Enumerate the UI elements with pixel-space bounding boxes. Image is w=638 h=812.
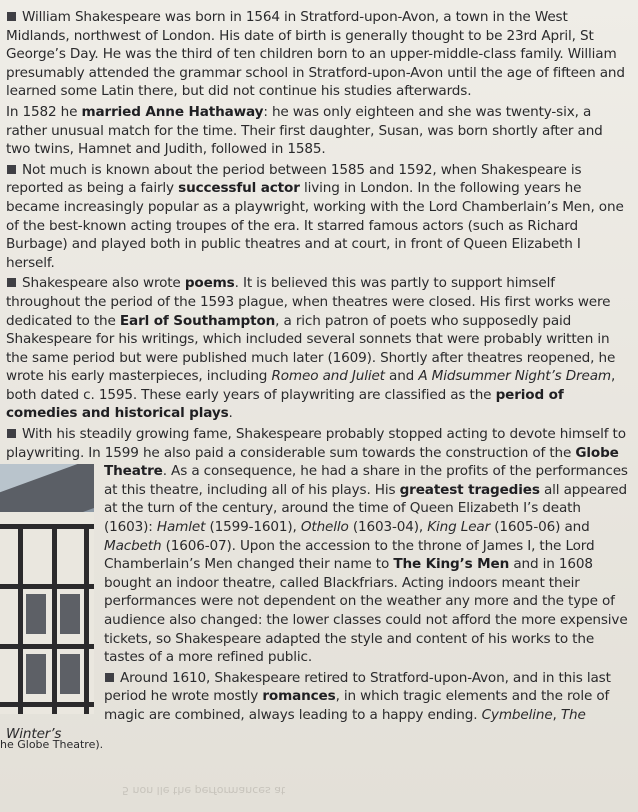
square-bullet-icon (7, 278, 16, 287)
paragraph-globe: With his steadily growing fame, Shakespeare probably stopped acting to devote himself to playwriting. In 1599 he also paid a considerable sum towards the construction of the Globe Theatre. As a consequence, he had a share in the profits of the performances at this theatre, including all of his plays. His greatest tragedies all appeared at the turn of the century, around the time of Queen Elizabeth I’s death (1603): Hamlet (1599-1601), Othello (1603-04), King Lear (1605-06) and Macbeth (1606-07). Upon the accession to the throne of James I, the Lord Chamberlain’s Men changed their name to The King’s Men and in 1608 bought an indoor theatre, called Blackfriars. Acting indoors meant their performances were not dependent on the weather any more and the type of audience also changed: the lower classes could not afford the more expensive tickets, so Shakespeare adapted the style and content of his works to the tastes of a more refined public. (6, 425, 628, 667)
paragraph-poems: Shakespeare also wrote poems. It is believed this was partly to support himself throughout the period of the 1593 plague, when theatres were closed. His first works were dedicated to the Earl of Southampton, a rich patron of poets who supposedly paid Shakespeare for his writings, which included several sonnets that were probably written in the same period but were published much later (1609). Shortly after theatres reopened, he wrote his early masterpieces, including Romeo and Juliet and A Midsummer Night’s Dream, both dated c. 1595. These early years of playwriting are classified as the period of comedies and historical plays. (6, 275, 616, 422)
paragraph-marriage: In 1582 he married Anne Hathaway: he was only eighteen and she was twenty-six, a rather unusual match for the time. Their first daughter, Susan, was born shortly after and two twins, Hamnet and Judith, followed in 1585. (6, 103, 603, 158)
photo-caption: he Globe Theatre). (0, 738, 104, 751)
bleed-through-text: 5 non lle the performances at (122, 784, 286, 797)
paragraph-birth: William Shakespeare was born in 1564 in Stratford-upon-Avon, a town in the West Midlands, northwest of London. His date of birth is generally thought to be 23rd April, St George’s Day. He was the third of ten children born to an upper-middle-class family. William presumably attended the grammar school in Stratford-upon-Avon until the age of fifteen and learned some Latin there, but did not continue his studies afterwards. (6, 9, 625, 100)
globe-theatre-image (0, 464, 94, 714)
paragraph-actor: Not much is known about the period between 1585 and 1592, when Shakespeare is reported as being a fairly successful actor living in London. In the following years he became increasingly popular as a playwright, working with the Lord Chamberlain’s Men, one of the best-known acting troupes of the era. It starred famous actors (such as Richard Burbage) and played both in public theatres and at court, in front of Queen Elizabeth I herself. (6, 161, 624, 271)
square-bullet-icon (105, 673, 114, 682)
square-bullet-icon (7, 429, 16, 438)
paragraph-retirement: Around 1610, Shakespeare retired to Stratford-upon-Avon, and in this last period he wrote mostly romances, in which tragic elements and the role of magic are combined, always leading to a happy ending. Cymbeline, The Winter’s (6, 669, 611, 742)
body-text (6, 8, 628, 745)
square-bullet-icon (7, 165, 16, 174)
square-bullet-icon (7, 12, 16, 21)
globe-theatre-photo (0, 464, 94, 704)
